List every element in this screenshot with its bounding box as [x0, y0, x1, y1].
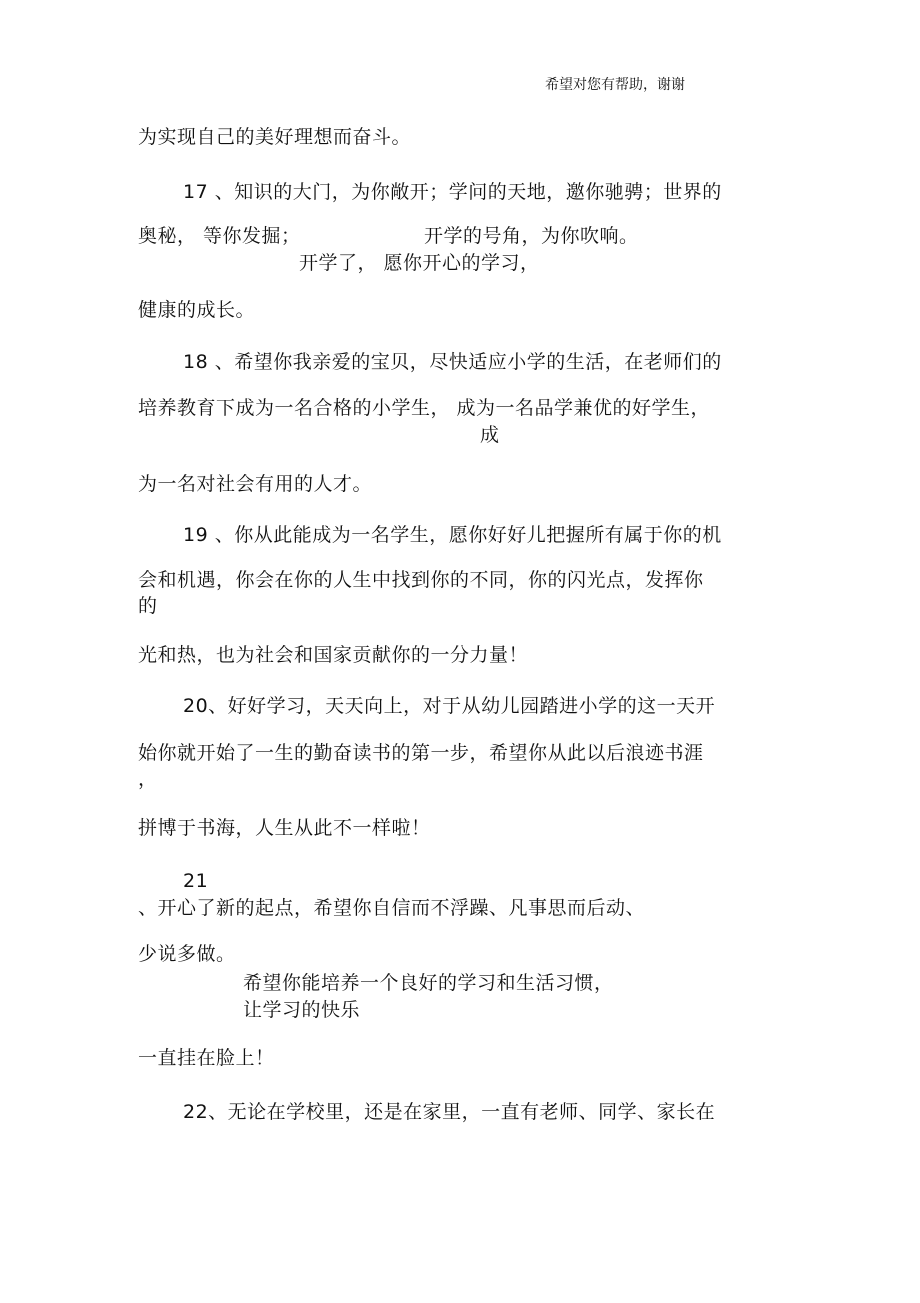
text-line: 19 、你从此能成为一名学生，愿你好好儿把握所有属于你的机 — [183, 524, 722, 546]
text-line: 少说多做。 — [138, 943, 236, 965]
text-line: 为实现自己的美好理想而奋斗。 — [138, 126, 412, 148]
text-line: 开学了， 愿你开心的学习， — [299, 252, 540, 274]
text-line: 光和热，也为社会和国家贡献你的一分力量！ — [138, 644, 529, 666]
text-line: 拼博于书海，人生从此不一样啦！ — [138, 817, 431, 839]
text-line: 为一名对社会有用的人才。 — [138, 473, 373, 495]
text-line: 17 、知识的大门，为你敞开；学问的天地，邀你驰骋；世界的 — [183, 181, 722, 203]
text-line: 开学的号角，为你吹响。 — [424, 225, 639, 247]
text-line: ， — [138, 768, 158, 790]
text-line: 希望你能培养一个良好的学习和生活习惯， — [243, 972, 614, 994]
text-line: 21 — [183, 870, 209, 892]
text-line: 会和机遇，你会在你的人生中找到你的不同，你的闪光点，发挥你 — [138, 569, 704, 591]
text-line: 20、好好学习，天天向上，对于从幼儿园踏进小学的这一天开 — [183, 695, 716, 717]
text-line: 培养教育下成为一名合格的小学生， 成为一名品学兼优的好学生， — [138, 397, 711, 419]
text-line: 的 — [138, 595, 158, 617]
text-line: 18 、希望你我亲爱的宝贝，尽快适应小学的生活，在老师们的 — [183, 351, 722, 373]
page-header: 希望对您有帮助，谢谢 — [545, 77, 685, 93]
text-line: 22、无论在学校里，还是在家里，一直有老师、同学、家长在 — [183, 1101, 716, 1123]
text-line: 奥秘， 等你发掘； — [138, 225, 301, 247]
text-line: 成 — [480, 424, 500, 446]
text-line: 一直挂在脸上！ — [138, 1047, 275, 1069]
text-line: 、开心了新的起点，希望你自信而不浮躁、凡事思而后动、 — [138, 897, 646, 919]
text-line: 始你就开始了一生的勤奋读书的第一步，希望你从此以后浪迹书涯 — [138, 742, 704, 764]
text-line: 健康的成长。 — [138, 299, 256, 321]
text-line: 让学习的快乐 — [243, 999, 361, 1021]
